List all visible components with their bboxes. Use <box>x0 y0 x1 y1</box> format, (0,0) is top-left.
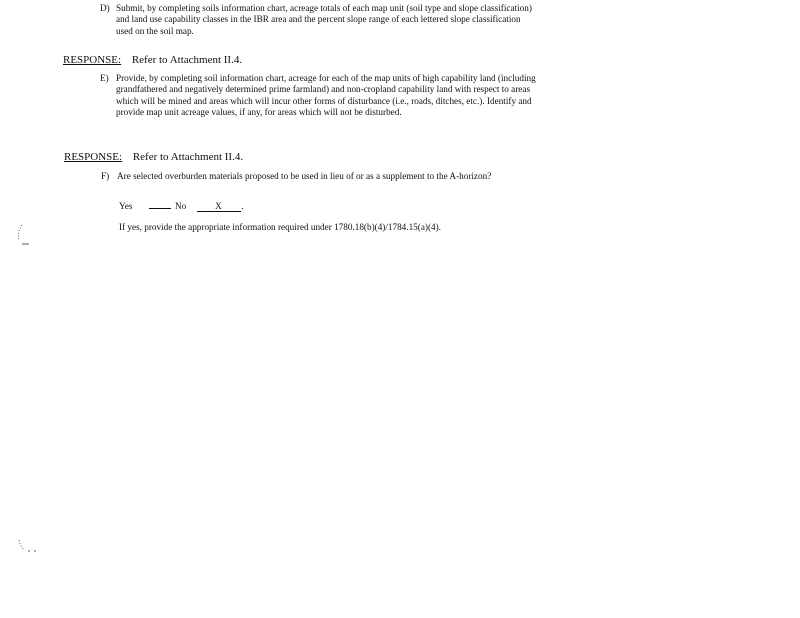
response-1 <box>63 54 242 67</box>
item-e <box>100 73 540 118</box>
item-d-letter: D) <box>100 3 110 13</box>
no-answer-blank[interactable]: X <box>197 201 241 212</box>
response-1-text: Refer to Attachment II.4. <box>131 54 243 66</box>
response-2-text: Refer to Attachment II.4. <box>132 151 244 163</box>
yes-no-line: Yes No X . <box>119 201 244 211</box>
response-1-label: RESPONSE: <box>63 54 122 66</box>
yes-label: Yes <box>119 201 133 211</box>
item-d <box>100 3 538 37</box>
item-e-letter: E) <box>100 73 109 83</box>
hole-punch-mark-top <box>14 222 34 248</box>
if-yes-instruction: If yes, provide the appropriate information required under 1780.18(b)(4)/1784.15(a)(4). <box>119 222 441 232</box>
response-2 <box>64 151 243 164</box>
yes-answer-blank[interactable] <box>149 208 171 209</box>
item-d-text: Submit, by completing soils information chart, acreage totals of each map unit (soil type and slope classification) and land use capability classes in the IBR area and the percent slope range of each lettered slope classification used on the soil map. <box>116 3 532 36</box>
no-label: No <box>174 201 187 211</box>
item-f-letter: F) <box>101 171 110 181</box>
response-2-label: RESPONSE: <box>64 151 123 163</box>
item-e-text: Provide, by completing soil information chart, acreage for each of the map units of high capability land (including grandfathered and negatively determined prime farmland) and non-cropland capability land with respect to areas which will be mined and areas which will incur other forms of disturbance (i.e., roads, ditches, etc.). Identify and provide map unit acreage values, if any, for areas which will not be disturbed. <box>116 73 536 117</box>
hole-punch-mark-bottom <box>16 538 40 556</box>
item-f <box>101 171 557 182</box>
item-f-text: Are selected overburden materials proposed to be used in lieu of or as a supplement to the A-horizon? <box>117 171 492 181</box>
